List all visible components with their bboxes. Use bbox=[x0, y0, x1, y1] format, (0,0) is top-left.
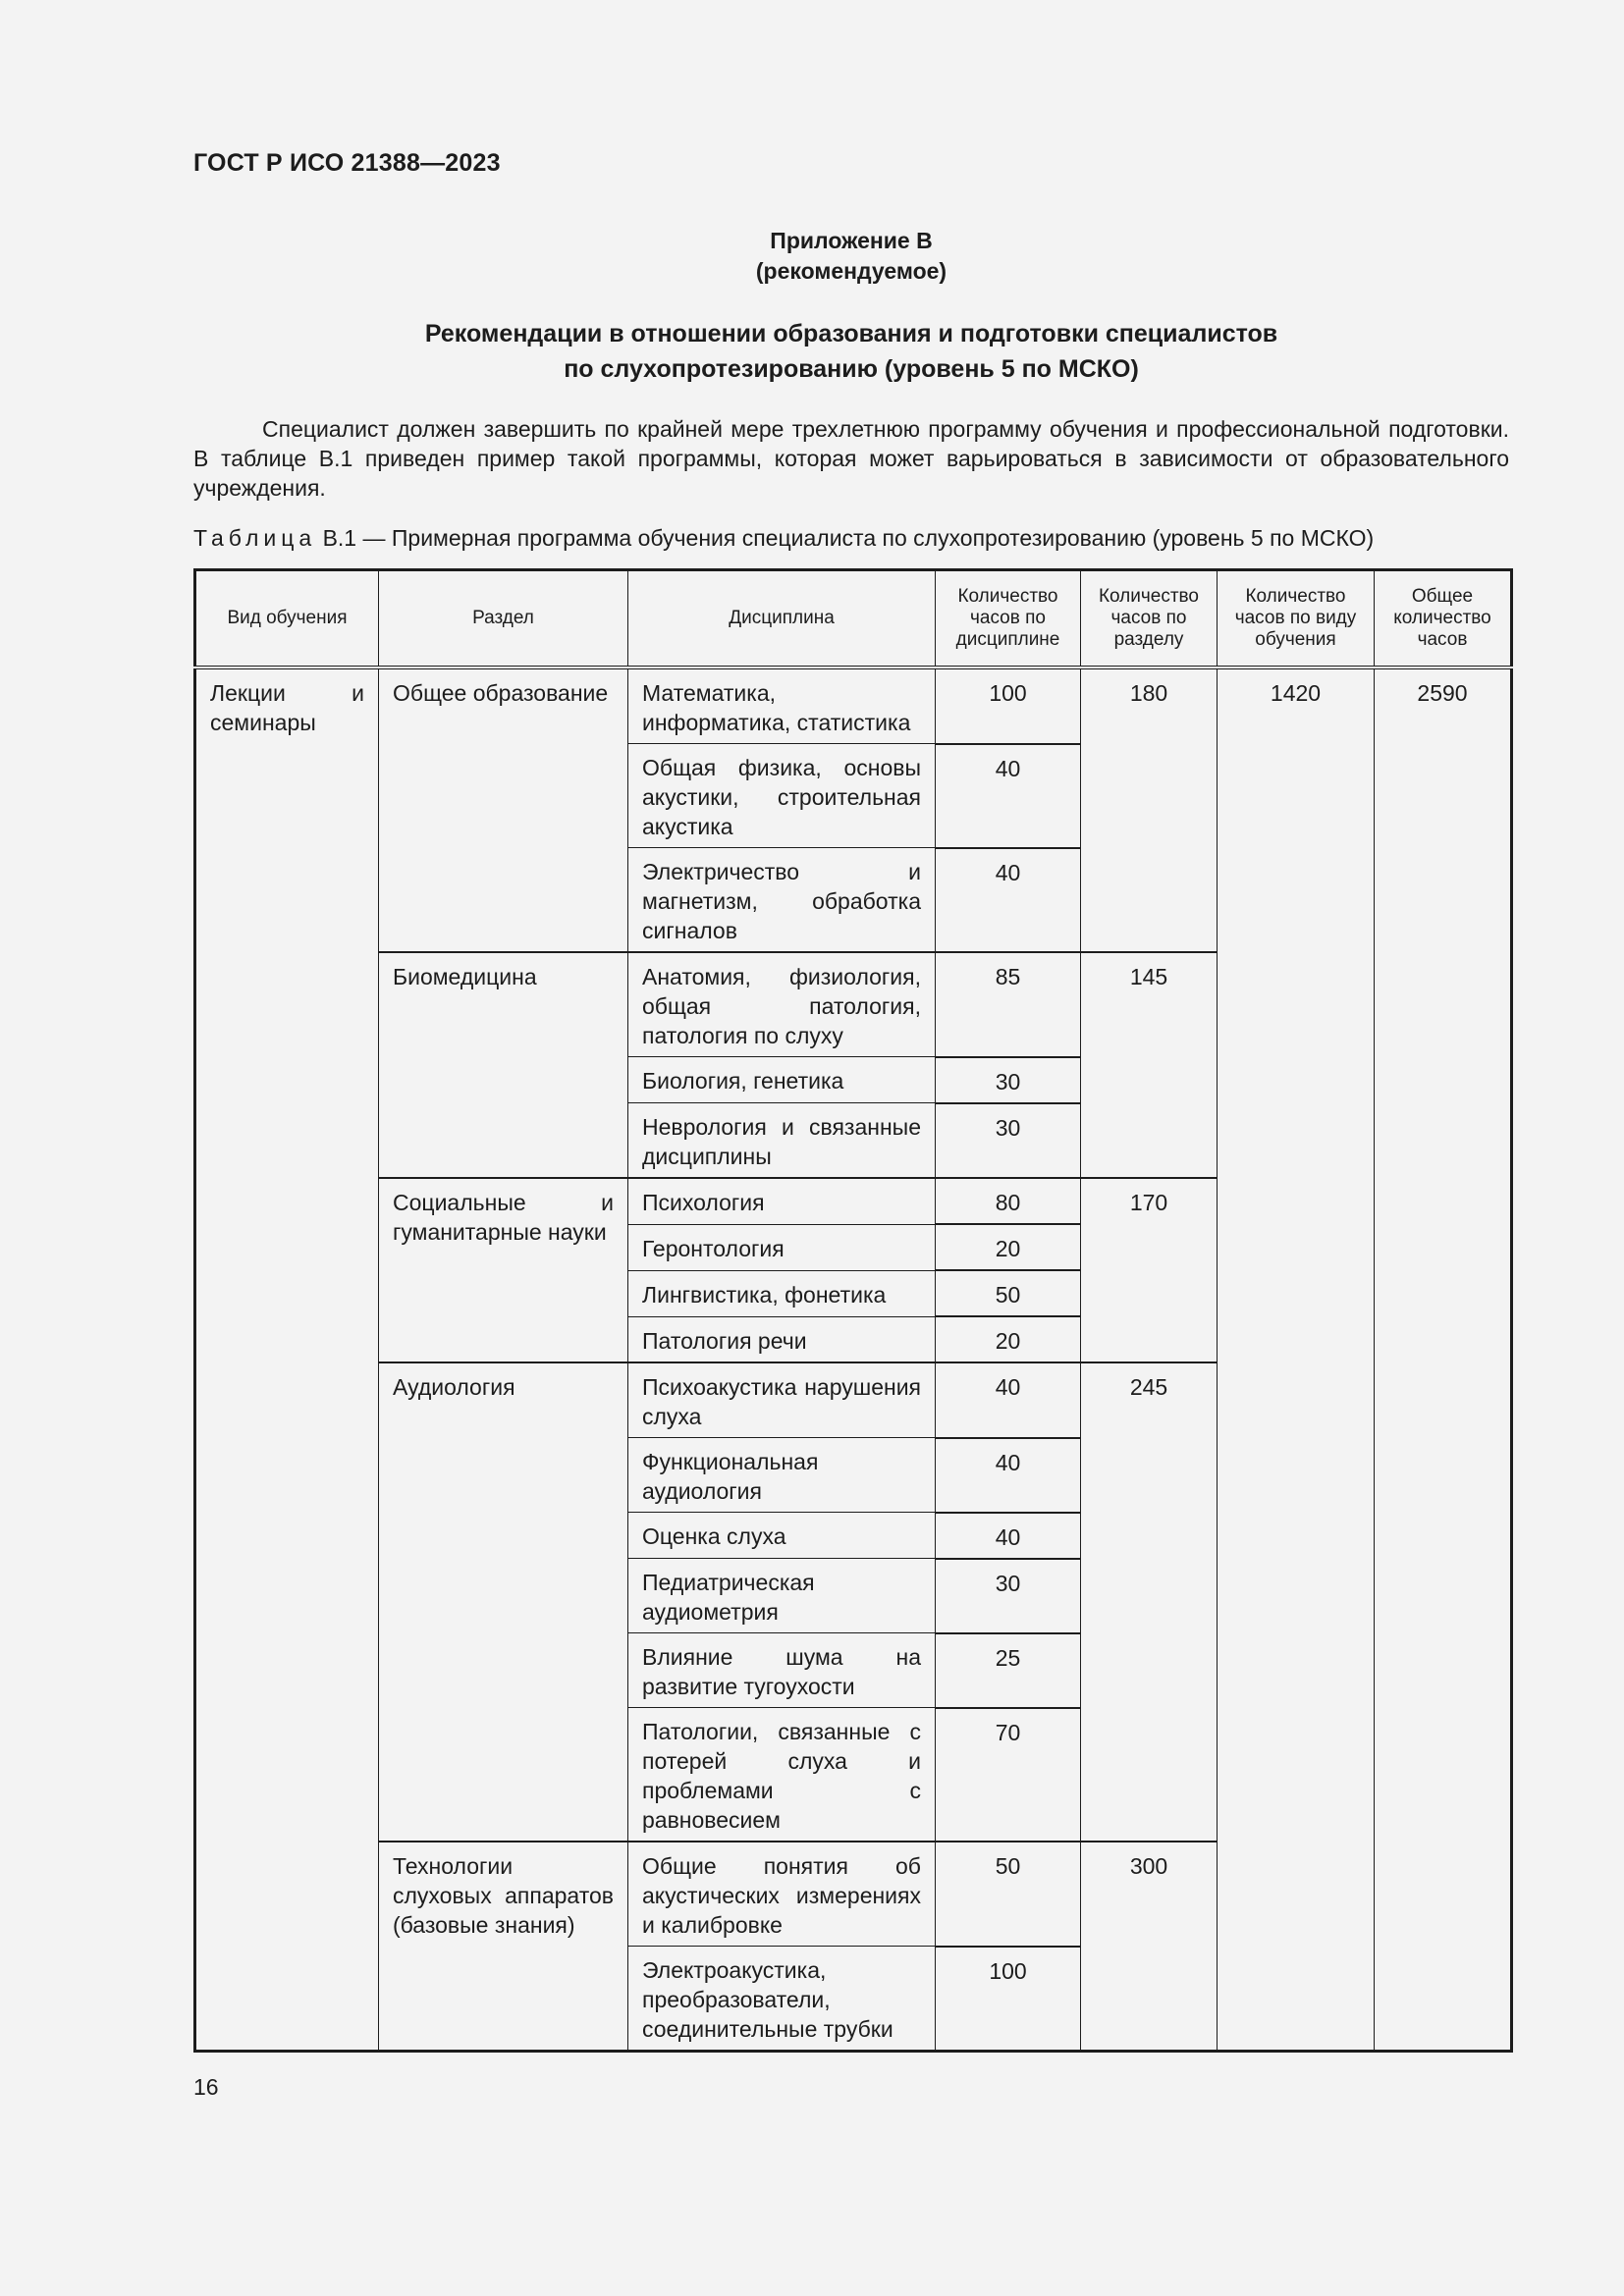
training-type-cell: Лекции и семинары bbox=[195, 667, 379, 2052]
table-row bbox=[195, 667, 1512, 744]
discipline-hours-cell: 50 bbox=[936, 1270, 1081, 1316]
section-hours-cell: 170 bbox=[1081, 1178, 1218, 1362]
discipline-name-cell: Общая физика, основы акустики, строительная акустика bbox=[628, 744, 936, 848]
discipline-name-cell: Психоакустика нарушения слуха bbox=[628, 1362, 936, 1438]
discipline-name-cell: Лингвистика, фонетика bbox=[628, 1270, 936, 1316]
header-total-hours: Общее количество часов bbox=[1375, 570, 1512, 668]
annex-title: Приложение В bbox=[770, 228, 933, 253]
program-table bbox=[193, 568, 1513, 2053]
header-training-type: Вид обучения bbox=[195, 570, 379, 668]
discipline-name-cell: Геронтология bbox=[628, 1224, 936, 1270]
discipline-hours-cell: 40 bbox=[936, 1513, 1081, 1559]
annex-status: (рекомендуемое) bbox=[755, 258, 947, 284]
discipline-hours-cell: 40 bbox=[936, 1438, 1081, 1513]
discipline-hours-cell: 30 bbox=[936, 1103, 1081, 1179]
section-hours-cell: 300 bbox=[1081, 1842, 1218, 2052]
table-caption-text: В.1 — Примерная программа обучения специалиста по слухопротезированию (уровень 5 по МСКО) bbox=[322, 525, 1375, 551]
section-name-cell: Технологии слуховых аппаратов (базовые знания) bbox=[379, 1842, 628, 2052]
discipline-name-cell: Математика, информатика, статистика bbox=[628, 667, 936, 744]
total-hours-cell: 2590 bbox=[1375, 667, 1512, 2052]
section-name-cell: Аудиология bbox=[379, 1362, 628, 1842]
section-name-cell: Общее образование bbox=[379, 667, 628, 952]
discipline-hours-cell: 40 bbox=[936, 848, 1081, 953]
discipline-hours-cell: 25 bbox=[936, 1633, 1081, 1708]
discipline-name-cell: Неврология и связанные дисциплины bbox=[628, 1103, 936, 1179]
header-discipline-hours: Количество часов по дисциплине bbox=[936, 570, 1081, 668]
discipline-name-cell: Электричество и магнетизм, обработка сигналов bbox=[628, 848, 936, 953]
table-body bbox=[195, 667, 1512, 2052]
discipline-name-cell: Психология bbox=[628, 1178, 936, 1224]
section-heading-line1: Рекомендации в отношении образования и подготовки специалистов bbox=[424, 320, 1278, 347]
discipline-hours-cell: 80 bbox=[936, 1178, 1081, 1224]
discipline-hours-cell: 30 bbox=[936, 1559, 1081, 1633]
discipline-hours-cell: 70 bbox=[936, 1708, 1081, 1842]
discipline-hours-cell: 40 bbox=[936, 744, 1081, 848]
discipline-hours-cell: 50 bbox=[936, 1842, 1081, 1947]
section-hours-cell: 145 bbox=[1081, 952, 1218, 1178]
section-hours-cell: 180 bbox=[1081, 667, 1218, 952]
page-number: 16 bbox=[193, 2074, 219, 2100]
discipline-hours-cell: 100 bbox=[936, 1947, 1081, 2052]
document-id: ГОСТ Р ИСО 21388—2023 bbox=[193, 149, 501, 177]
table-header-row bbox=[195, 570, 1512, 668]
section-name-cell: Биомедицина bbox=[379, 952, 628, 1178]
section-heading-line2: по слухопротезированию (уровень 5 по МСКО) bbox=[564, 355, 1139, 383]
discipline-name-cell: Патология речи bbox=[628, 1316, 936, 1362]
discipline-name-cell: Анатомия, физиология, общая патология, патология по слуху bbox=[628, 952, 936, 1057]
discipline-hours-cell: 85 bbox=[936, 952, 1081, 1057]
discipline-hours-cell: 20 bbox=[936, 1316, 1081, 1362]
discipline-hours-cell: 30 bbox=[936, 1057, 1081, 1103]
discipline-hours-cell: 40 bbox=[936, 1362, 1081, 1438]
header-section-hours: Количество часов по разделу bbox=[1081, 570, 1218, 668]
discipline-name-cell: Педиатрическая аудиометрия bbox=[628, 1559, 936, 1633]
table-caption-label: Таблица bbox=[193, 525, 317, 551]
discipline-name-cell: Патологии, связанные с потерей слуха и проблемами с равновесием bbox=[628, 1708, 936, 1842]
section-hours-cell: 245 bbox=[1081, 1362, 1218, 1842]
table-caption bbox=[193, 525, 1509, 552]
training-type-hours-cell: 1420 bbox=[1218, 667, 1375, 2052]
section-name-cell: Социальные и гуманитарные науки bbox=[379, 1178, 628, 1362]
header-discipline: Дисциплина bbox=[628, 570, 936, 668]
discipline-name-cell: Электроакустика, преобразователи, соединительные трубки bbox=[628, 1947, 936, 2052]
discipline-hours-cell: 100 bbox=[936, 667, 1081, 744]
discipline-name-cell: Общие понятия об акустических измерениях и калибровке bbox=[628, 1842, 936, 1947]
section-heading bbox=[193, 316, 1509, 387]
discipline-name-cell: Функциональная аудиология bbox=[628, 1438, 936, 1513]
discipline-hours-cell: 20 bbox=[936, 1224, 1081, 1270]
intro-paragraph: Специалист должен завершить по крайней мере трехлетнюю программу обучения и профессиональной подготовки. В таблице В.1 приведен пример такой программы, которая может варьироваться в зависимости от образовательного учреждения. bbox=[193, 416, 1509, 501]
header-type-hours: Количество часов по виду обучения bbox=[1218, 570, 1375, 668]
discipline-name-cell: Оценка слуха bbox=[628, 1513, 936, 1559]
discipline-name-cell: Биология, генетика bbox=[628, 1057, 936, 1103]
header-section: Раздел bbox=[379, 570, 628, 668]
discipline-name-cell: Влияние шума на развитие тугоухости bbox=[628, 1633, 936, 1708]
